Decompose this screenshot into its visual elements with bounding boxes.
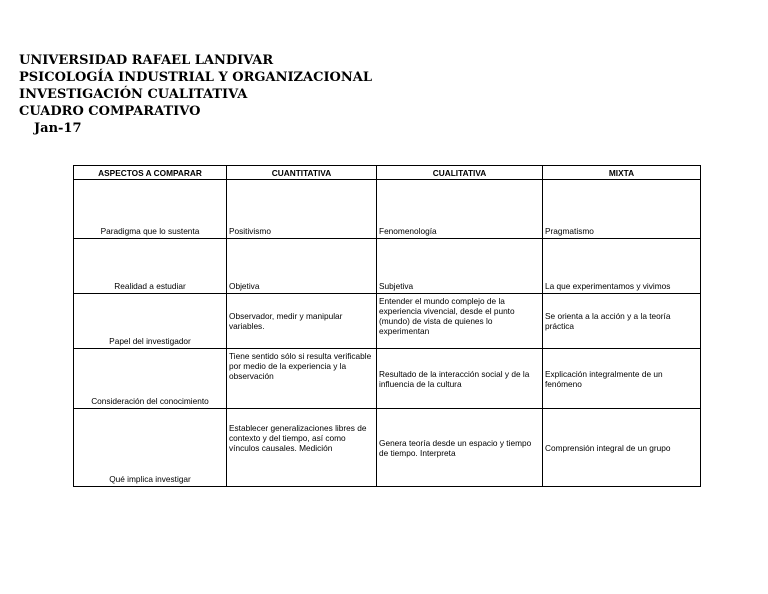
header-aspects: ASPECTOS A COMPARAR bbox=[74, 166, 227, 180]
quantitative-cell: Objetiva bbox=[227, 239, 377, 294]
document-header bbox=[19, 52, 372, 137]
university-name: UNIVERSIDAD RAFAEL LANDIVAR bbox=[19, 53, 274, 68]
quantitative-cell: Positivismo bbox=[227, 180, 377, 239]
program-name: PSICOLOGÍA INDUSTRIAL Y ORGANIZACIONAL bbox=[19, 70, 372, 85]
table-row bbox=[74, 349, 701, 409]
header-qualitative: CUALITATIVA bbox=[377, 166, 543, 180]
qualitative-cell: Entender el mundo complejo de la experiencia vivencial, desde el punto (mundo) de vista de quienes lo experimentan bbox=[377, 294, 543, 349]
quantitative-cell: Establecer generalizaciones libres de contexto y del tiempo, así como vínculos causales. Medición bbox=[227, 409, 377, 487]
comparison-table bbox=[73, 165, 701, 487]
qualitative-cell: Subjetiva bbox=[377, 239, 543, 294]
aspect-cell: Papel del investigador bbox=[74, 294, 227, 349]
document-title: CUADRO COMPARATIVO bbox=[19, 104, 201, 119]
header-quantitative: CUANTITATIVA bbox=[227, 166, 377, 180]
mixed-cell: La que experimentamos y vivimos bbox=[543, 239, 701, 294]
aspect-cell: Consideración del conocimiento bbox=[74, 349, 227, 409]
qualitative-cell: Genera teoría desde un espacio y tiempo de tiempo. Interpreta bbox=[377, 409, 543, 487]
table-row bbox=[74, 409, 701, 487]
aspect-cell: Realidad a estudiar bbox=[74, 239, 227, 294]
document-date: Jan-17 bbox=[34, 121, 82, 136]
qualitative-cell: Fenomenología bbox=[377, 180, 543, 239]
table-header-row bbox=[74, 166, 701, 180]
qualitative-cell: Resultado de la interacción social y de la influencia de la cultura bbox=[377, 349, 543, 409]
course-name: INVESTIGACIÓN CUALITATIVA bbox=[19, 87, 248, 102]
table-row bbox=[74, 180, 701, 239]
header-mixed: MIXTA bbox=[543, 166, 701, 180]
mixed-cell: Explicación integralmente de un fenómeno bbox=[543, 349, 701, 409]
table-row bbox=[74, 239, 701, 294]
quantitative-cell: Observador, medir y manipular variables. bbox=[227, 294, 377, 349]
mixed-cell: Comprensión integral de un grupo bbox=[543, 409, 701, 487]
aspect-cell: Paradigma que lo sustenta bbox=[74, 180, 227, 239]
table-row bbox=[74, 294, 701, 349]
aspect-cell: Qué implica investigar bbox=[74, 409, 227, 487]
mixed-cell: Se orienta a la acción y a la teoría práctica bbox=[543, 294, 701, 349]
quantitative-cell: Tiene sentido sólo si resulta verificable por medio de la experiencia y la observación bbox=[227, 349, 377, 409]
mixed-cell: Pragmatismo bbox=[543, 180, 701, 239]
